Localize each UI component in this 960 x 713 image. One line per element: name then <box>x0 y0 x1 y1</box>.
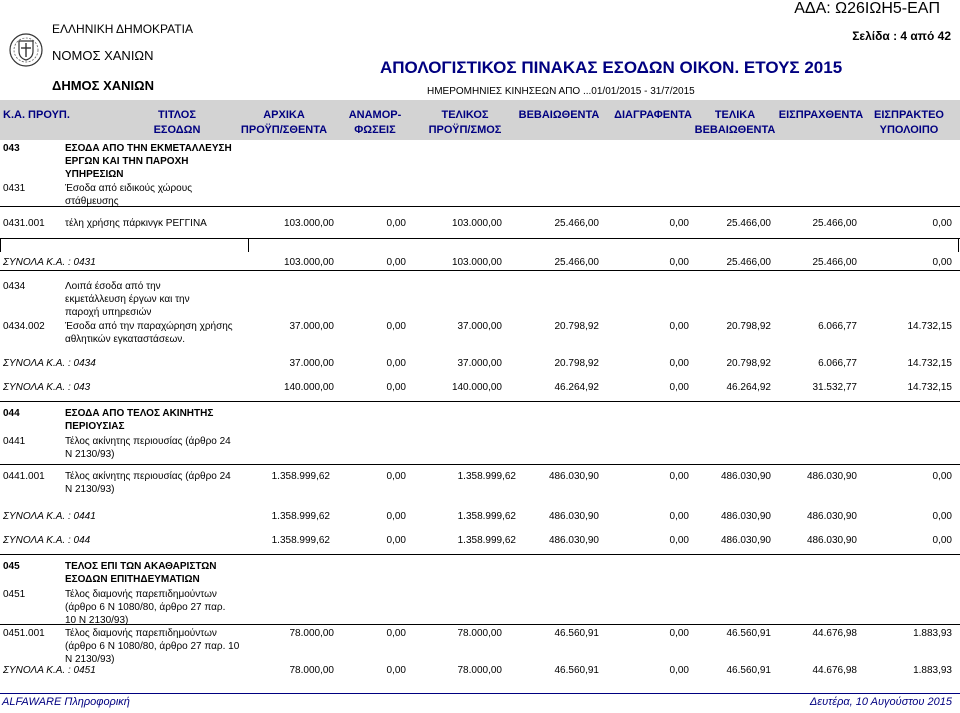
total-final-certified: 25.466,00 <box>726 257 771 268</box>
col-header-certified: ΒΕΒΑΙΩΘΕΝΤΑ <box>518 109 600 121</box>
ada-code: ΑΔΑ: Ω26ΙΩΗ5-ΕΑΠ <box>794 0 940 17</box>
cell-final-certified: 25.466,00 <box>726 218 771 229</box>
group-title: ΕΣΟΔΑ ΑΠΟ ΤΕΛΟΣ ΑΚΙΝΗΤΗΣ ΠΕΡΙΟΥΣΙΑΣ <box>65 408 214 432</box>
cell-final-budget: 37.000,00 <box>457 321 502 332</box>
total-amendments: 0,00 <box>386 358 406 369</box>
cell-collected: 25.466,00 <box>812 218 857 229</box>
cell-amendments: 0,00 <box>386 218 406 229</box>
total-certified: 25.466,00 <box>554 257 599 268</box>
total-receivable: 14.732,15 <box>907 382 952 393</box>
total-final-budget: 78.000,00 <box>457 665 502 676</box>
footer-vendor: ALFAWARE Πληροφορική <box>2 696 130 708</box>
subgroup-title: Τέλος ακίνητης περιουσίας (άρθρο 24 Ν 2130/93) <box>65 436 231 460</box>
cell-certified: 486.030,90 <box>548 471 599 482</box>
total-collected: 31.532,77 <box>812 382 857 393</box>
total-receivable: 0,00 <box>932 535 952 546</box>
total-initial: 1.358.999,62 <box>271 511 330 522</box>
total-final-certified: 20.798,92 <box>726 358 771 369</box>
total-final-budget: 1.358.999,62 <box>457 511 516 522</box>
total-final-budget: 140.000,00 <box>451 382 502 393</box>
cell-receivable: 0,00 <box>932 218 952 229</box>
divider <box>0 554 960 555</box>
col-header-deleted: ΔΙΑΓΡΑΦΕΝΤΑ <box>614 109 692 121</box>
cell-receivable: 1.883,93 <box>913 628 952 639</box>
cell-initial: 1.358.999,62 <box>271 471 330 482</box>
col-header-final-budget: ΤΕΛΙΚΟΣ ΠΡΟΫΠ/ΣΜΟΣ <box>428 109 502 136</box>
total-initial: 140.000,00 <box>283 382 334 393</box>
divider <box>0 238 960 239</box>
cell-final-budget: 1.358.999,62 <box>457 471 516 482</box>
total-initial: 1.358.999,62 <box>271 535 330 546</box>
total-receivable: 0,00 <box>932 257 952 268</box>
total-final-budget: 37.000,00 <box>457 358 502 369</box>
cell-collected: 6.066,77 <box>818 321 857 332</box>
total-certified: 486.030,90 <box>548 511 599 522</box>
group-title: ΤΕΛΟΣ ΕΠΙ ΤΩΝ ΑΚΑΘΑΡΙΣΤΩΝ ΕΣΟΔΩΝ ΕΠΙΤΗΔΕΥΜΑΤΙΩΝ <box>65 561 217 585</box>
cell-final-certified: 46.560,91 <box>726 628 771 639</box>
col-header-final-certified: ΤΕΛΙΚΑ ΒΕΒΑΙΩΘΕΝΤΑ <box>694 109 776 136</box>
cell-final-certified: 20.798,92 <box>726 321 771 332</box>
total-certified: 486.030,90 <box>548 535 599 546</box>
document-title: ΑΠΟΛΟΓΙΣΤΙΚΟΣ ΠΙΝΑΚΑΣ ΕΣΟΔΩΝ ΟΙΚΟΝ. ΕΤΟΥΣ 2015 <box>380 58 843 77</box>
item-title: Έσοδα από την παραχώρηση χρήσης αθλητικών εγκαταστάσεων. <box>65 321 233 345</box>
group-code: 043 <box>3 143 20 154</box>
cell-certified: 20.798,92 <box>554 321 599 332</box>
subgroup-title: Έσοδα από ειδικούς χώρους στάθμευσης <box>65 183 193 207</box>
header-country: ΕΛΛΗΝΙΚΗ ΔΗΜΟΚΡΑΤΙΑ <box>52 22 193 36</box>
cell-deleted: 0,00 <box>669 321 689 332</box>
total-deleted: 0,00 <box>669 511 689 522</box>
subgroup-code: 0431 <box>3 183 26 194</box>
item-code: 0434.002 <box>3 321 45 332</box>
total-initial: 78.000,00 <box>289 665 334 676</box>
total-amendments: 0,00 <box>386 535 406 546</box>
total-label: ΣΥΝΟΛΑ Κ.Α. : 0451 <box>3 665 96 676</box>
cell-receivable: 0,00 <box>932 471 952 482</box>
total-initial: 103.000,00 <box>283 257 334 268</box>
cell-amendments: 0,00 <box>386 471 406 482</box>
page-number: Σελίδα : 4 από 42 <box>852 29 951 43</box>
col-header-code: Κ.Α. ΠΡΟΥΠ. <box>3 109 70 121</box>
cell-collected: 44.676,98 <box>812 628 857 639</box>
header-prefecture: ΝΟΜΟΣ ΧΑΝΙΩΝ <box>52 48 154 63</box>
hellenic-emblem-icon <box>8 32 44 68</box>
total-deleted: 0,00 <box>669 665 689 676</box>
footer-divider <box>0 693 960 694</box>
subgroup-code: 0451 <box>3 589 26 600</box>
cell-initial: 103.000,00 <box>283 218 334 229</box>
total-collected: 486.030,90 <box>806 535 857 546</box>
total-receivable: 1.883,93 <box>913 665 952 676</box>
group-code: 044 <box>3 408 20 419</box>
cell-final-certified: 486.030,90 <box>720 471 771 482</box>
date-range: ΗΜΕΡΟΜΗΝΙΕΣ ΚΙΝΗΣΕΩΝ ΑΠΟ ...01/01/2015 - 31/7/2015 <box>427 86 695 97</box>
col-header-initial: ΑΡΧΙΚΑ ΠΡΟΫΠ/ΣΘΕΝΤΑ <box>240 109 328 136</box>
cell-final-budget: 78.000,00 <box>457 628 502 639</box>
cell-deleted: 0,00 <box>669 218 689 229</box>
divider <box>0 270 960 271</box>
divider <box>0 624 960 625</box>
subgroup-code: 0441 <box>3 436 26 447</box>
total-certified: 46.560,91 <box>554 665 599 676</box>
total-label: ΣΥΝΟΛΑ Κ.Α. : 0431 <box>3 257 96 268</box>
group-title: ΕΣΟΔΑ ΑΠΟ ΤΗΝ ΕΚΜΕΤΑΛΛΕΥΣΗ ΕΡΓΩΝ ΚΑΙ ΤΗΝ ΠΑΡΟΧΗ ΥΠΗΡΕΣΙΩΝ <box>65 143 232 180</box>
col-header-title: ΤΙΤΛΟΣ ΕΣΟΔΩΝ <box>153 109 201 136</box>
total-deleted: 0,00 <box>669 382 689 393</box>
cell-initial: 37.000,00 <box>289 321 334 332</box>
item-code: 0431.001 <box>3 218 45 229</box>
col-header-collected: ΕΙΣΠΡΑΧΘΕΝΤΑ <box>778 109 864 121</box>
divider <box>0 401 960 402</box>
col-header-receivable: ΕΙΣΠΡΑΚΤΕΟ ΥΠΟΛΟΙΠΟ <box>874 109 944 136</box>
item-title: Τέλος διαμονής παρεπιδημούντων (άρθρο 6 Ν 1080/80, άρθρο 27 παρ. 10 Ν 2130/93) <box>65 628 240 665</box>
cell-collected: 486.030,90 <box>806 471 857 482</box>
subgroup-title: Τέλος διαμονής παρεπιδημούντων (άρθρο 6 Ν 1080/80, άρθρο 27 παρ. 10 Ν 2130/93) <box>65 589 226 626</box>
total-receivable: 0,00 <box>932 511 952 522</box>
subgroup-code: 0434 <box>3 281 26 292</box>
total-label: ΣΥΝΟΛΑ Κ.Α. : 0441 <box>3 511 96 522</box>
total-deleted: 0,00 <box>669 535 689 546</box>
header-municipality: ΔΗΜΟΣ ΧΑΝΙΩΝ <box>52 78 154 93</box>
total-final-budget: 103.000,00 <box>451 257 502 268</box>
cell-amendments: 0,00 <box>386 628 406 639</box>
cell-amendments: 0,00 <box>386 321 406 332</box>
total-initial: 37.000,00 <box>289 358 334 369</box>
total-certified: 20.798,92 <box>554 358 599 369</box>
cell-receivable: 14.732,15 <box>907 321 952 332</box>
item-title: Τέλος ακίνητης περιουσίας (άρθρο 24 Ν 2130/93) <box>65 471 231 495</box>
total-label: ΣΥΝΟΛΑ Κ.Α. : 0434 <box>3 358 96 369</box>
item-code: 0441.001 <box>3 471 45 482</box>
item-code: 0451.001 <box>3 628 45 639</box>
total-label: ΣΥΝΟΛΑ Κ.Α. : 043 <box>3 382 91 393</box>
total-final-budget: 1.358.999,62 <box>457 535 516 546</box>
group-code: 045 <box>3 561 20 572</box>
total-final-certified: 46.264,92 <box>726 382 771 393</box>
total-certified: 46.264,92 <box>554 382 599 393</box>
divider <box>0 206 960 207</box>
total-amendments: 0,00 <box>386 665 406 676</box>
total-final-certified: 46.560,91 <box>726 665 771 676</box>
cell-final-budget: 103.000,00 <box>451 218 502 229</box>
total-label: ΣΥΝΟΛΑ Κ.Α. : 044 <box>3 535 91 546</box>
total-final-certified: 486.030,90 <box>720 511 771 522</box>
cell-certified: 25.466,00 <box>554 218 599 229</box>
item-title: τέλη χρήσης πάρκινγκ ΡΕΓΓΙΝΑ <box>65 218 207 229</box>
total-collected: 25.466,00 <box>812 257 857 268</box>
cell-deleted: 0,00 <box>669 628 689 639</box>
total-collected: 486.030,90 <box>806 511 857 522</box>
col-header-amendments: ΑΝΑΜΟΡ- ΦΩΣΕΙΣ <box>348 109 402 136</box>
cell-deleted: 0,00 <box>669 471 689 482</box>
cell-initial: 78.000,00 <box>289 628 334 639</box>
total-deleted: 0,00 <box>669 358 689 369</box>
total-amendments: 0,00 <box>386 511 406 522</box>
total-collected: 44.676,98 <box>812 665 857 676</box>
total-amendments: 0,00 <box>386 382 406 393</box>
cell-certified: 46.560,91 <box>554 628 599 639</box>
total-deleted: 0,00 <box>669 257 689 268</box>
total-final-certified: 486.030,90 <box>720 535 771 546</box>
footer-date: Δευτέρα, 10 Αυγούστου 2015 <box>809 696 952 708</box>
subgroup-title: Λοιπά έσοδα από την εκμετάλλευση έργων και την παροχή υπηρεσιών <box>65 281 190 318</box>
total-amendments: 0,00 <box>386 257 406 268</box>
total-collected: 6.066,77 <box>818 358 857 369</box>
divider <box>0 464 960 465</box>
total-receivable: 14.732,15 <box>907 358 952 369</box>
